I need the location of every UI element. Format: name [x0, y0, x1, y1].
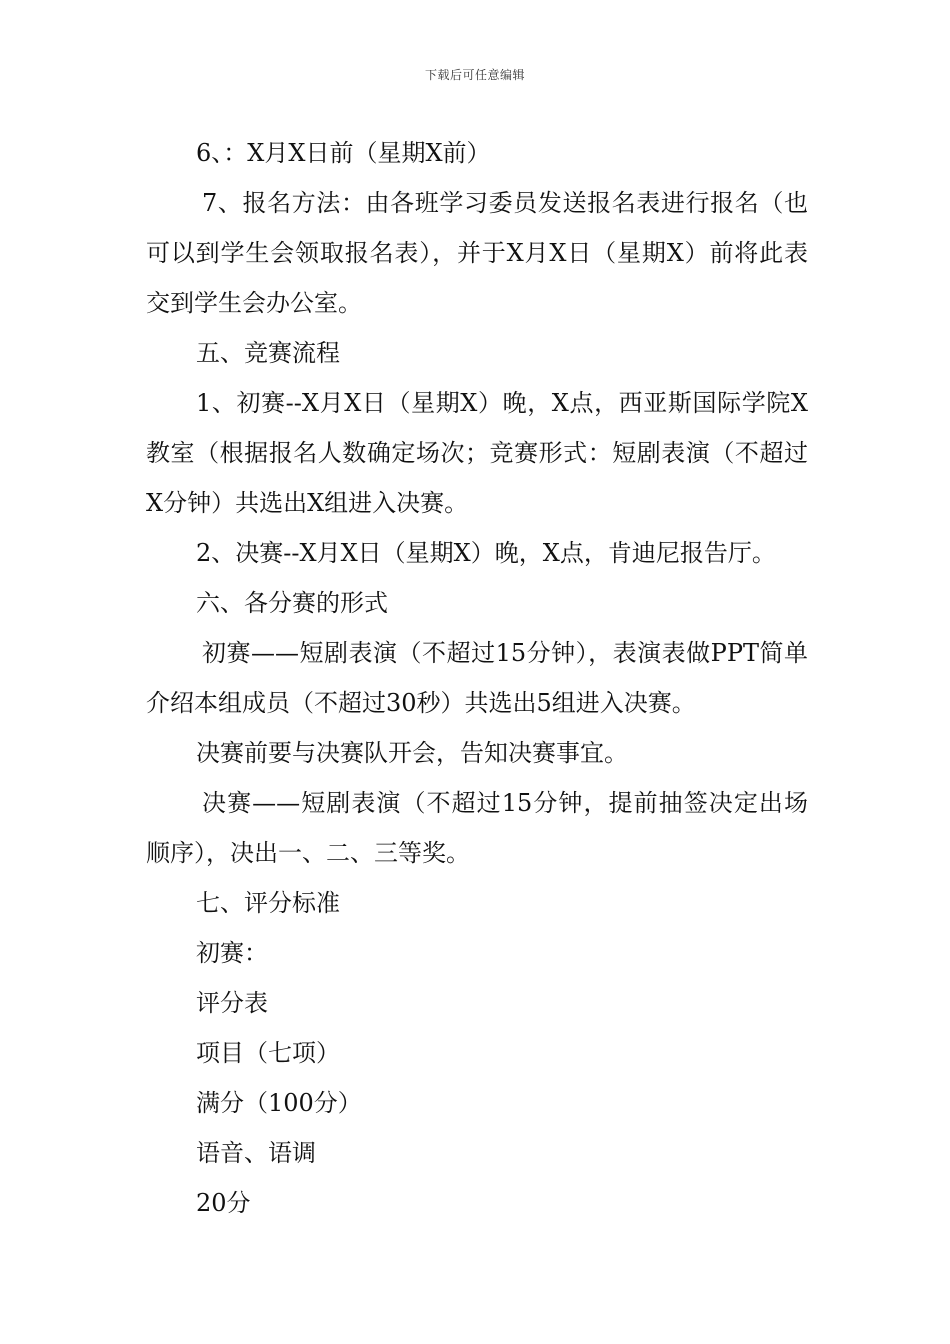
paragraph-pronunciation-item: 语音、语调	[196, 1139, 316, 1167]
paragraph-preliminary-round: 1、初赛--X月X日（星期X）晚，X点，西亚斯国际学院X教室（根据报名人数确定场次；竞赛形式：短剧表演（不超过X分钟）共选出X组进入决赛。	[146, 389, 808, 517]
paragraph-final-round: 2、决赛--X月X日（星期X）晚，X点，肯迪尼报告厅。	[196, 539, 776, 567]
section-heading-competition-process: 五、竞赛流程	[196, 339, 340, 367]
paragraph-full-score-label: 满分（100分）	[196, 1089, 362, 1117]
section-heading-scoring-criteria: 七、评分标准	[196, 889, 340, 917]
paragraph-final-format: 决赛——短剧表演（不超过15分钟，提前抽签决定出场顺序），决出一、二、三等奖。	[146, 789, 808, 867]
paragraph-registration-method: 7、报名方法：由各班学习委员发送报名表进行报名（也可以到学生会领取报名表），并于X月X日（星期X）前将此表交到学生会办公室。	[146, 189, 808, 317]
paragraph-deadline: 6、：X月X日前（星期X前）	[196, 139, 491, 167]
paragraph-score-table-label: 评分表	[196, 989, 268, 1017]
section-heading-round-formats: 六、各分赛的形式	[196, 589, 388, 617]
paragraph-pronunciation-score: 20分	[196, 1189, 251, 1217]
paragraph-preliminary-format: 初赛——短剧表演（不超过15分钟），表演表做PPT简单介绍本组成员（不超过30秒）共选出5组进入决赛。	[146, 639, 808, 717]
paragraph-items-label: 项目（七项）	[196, 1039, 340, 1067]
document-body	[146, 128, 808, 1228]
page-header: 下载后可任意编辑	[424, 68, 525, 82]
paragraph-final-meeting: 决赛前要与决赛队开会，告知决赛事宜。	[196, 739, 628, 767]
paragraph-preliminary-label: 初赛：	[196, 939, 268, 967]
